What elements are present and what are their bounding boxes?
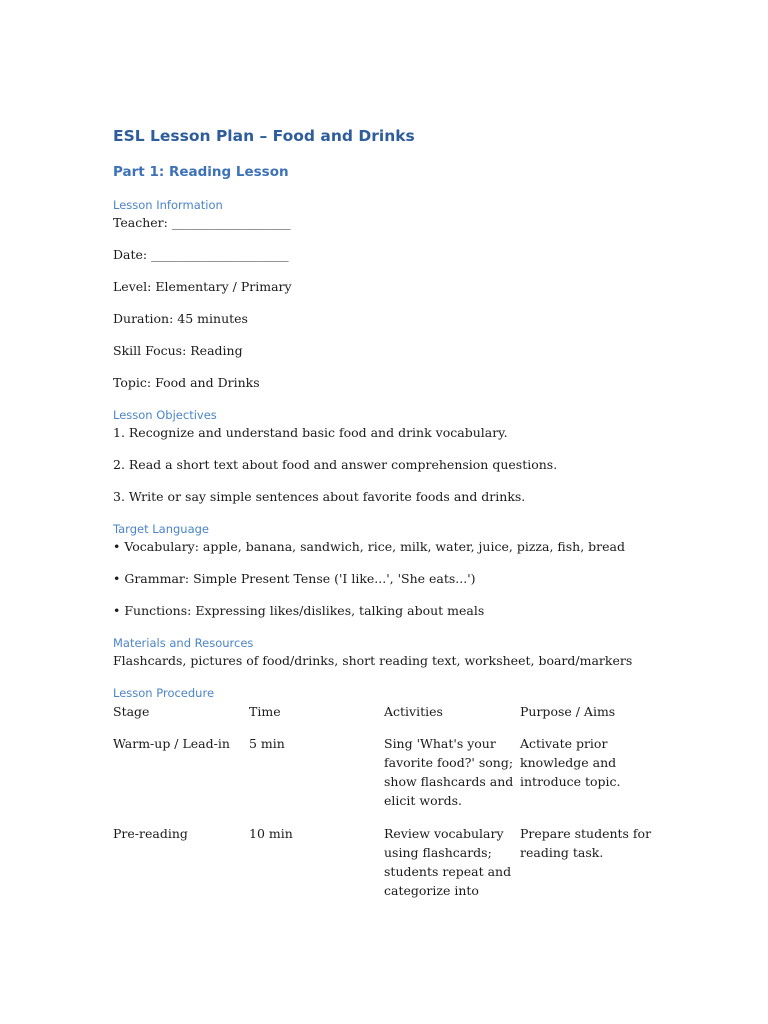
purpose-cell: [520, 734, 656, 810]
table-row: [113, 734, 673, 810]
target-language-item: • Functions: Expressing likes/dislikes, talking about meals: [113, 603, 485, 618]
document-subtitle: Part 1: Reading Lesson: [113, 164, 289, 180]
activities-line: students repeat and: [384, 864, 512, 879]
purpose-line: reading task.: [520, 845, 604, 860]
section-heading-materials: Materials and Resources: [113, 636, 254, 650]
purpose-line: introduce topic.: [520, 774, 621, 789]
activities-line: Sing 'What's your: [384, 736, 496, 751]
time-cell: 5 min: [249, 736, 285, 751]
skill-line: Skill Focus: Reading: [113, 343, 243, 358]
objective-item: 2. Read a short text about food and answer comprehension questions.: [113, 457, 558, 472]
objective-item: 1. Recognize and understand basic food and drink vocabulary.: [113, 425, 508, 440]
stage-cell: Pre-reading: [113, 826, 188, 841]
activities-line: using flashcards;: [384, 845, 492, 860]
purpose-line: knowledge and: [520, 755, 617, 770]
topic-line: Topic: Food and Drinks: [113, 375, 260, 390]
column-header-activities: Activities: [384, 704, 443, 719]
column-header-stage: Stage: [113, 704, 150, 719]
purpose-line: Prepare students for: [520, 826, 652, 841]
purpose-line: Activate prior: [520, 736, 608, 751]
target-language-item: • Vocabulary: apple, banana, sandwich, rice, milk, water, juice, pizza, fish, bread: [113, 539, 625, 554]
column-header-time: Time: [249, 704, 281, 719]
document-title: ESL Lesson Plan – Food and Drinks: [113, 127, 415, 145]
section-heading-target-language: Target Language: [113, 522, 209, 536]
section-heading-lesson-procedure: Lesson Procedure: [113, 686, 215, 700]
procedure-table: [113, 702, 673, 900]
level-line: Level: Elementary / Primary: [113, 279, 292, 294]
activities-line: categorize into: [384, 883, 479, 898]
date-line: Date: ______________________: [113, 247, 289, 262]
section-heading-lesson-information: Lesson Information: [113, 198, 223, 212]
document-content: [113, 125, 673, 900]
stage-cell: Warm-up / Lead-in: [113, 736, 230, 751]
table-row: [113, 824, 673, 900]
materials-text: Flashcards, pictures of food/drinks, short reading text, worksheet, board/markers: [113, 653, 633, 668]
activities-cell: [384, 734, 520, 810]
table-header-row: [113, 702, 673, 720]
activities-line: show flashcards and: [384, 774, 514, 789]
activities-cell: [384, 824, 520, 900]
duration-line: Duration: 45 minutes: [113, 311, 248, 326]
target-language-item: • Grammar: Simple Present Tense ('I like...', 'She eats...'): [113, 571, 476, 586]
activities-line: Review vocabulary: [384, 826, 504, 841]
objective-item: 3. Write or say simple sentences about favorite foods and drinks.: [113, 489, 526, 504]
column-header-purpose: Purpose / Aims: [520, 704, 616, 719]
activities-line: elicit words.: [384, 793, 462, 808]
activities-line: favorite food?' song;: [384, 755, 514, 770]
purpose-cell: [520, 824, 656, 900]
section-heading-lesson-objectives: Lesson Objectives: [113, 408, 217, 422]
teacher-line: Teacher: ___________________: [113, 215, 291, 230]
time-cell: 10 min: [249, 826, 293, 841]
